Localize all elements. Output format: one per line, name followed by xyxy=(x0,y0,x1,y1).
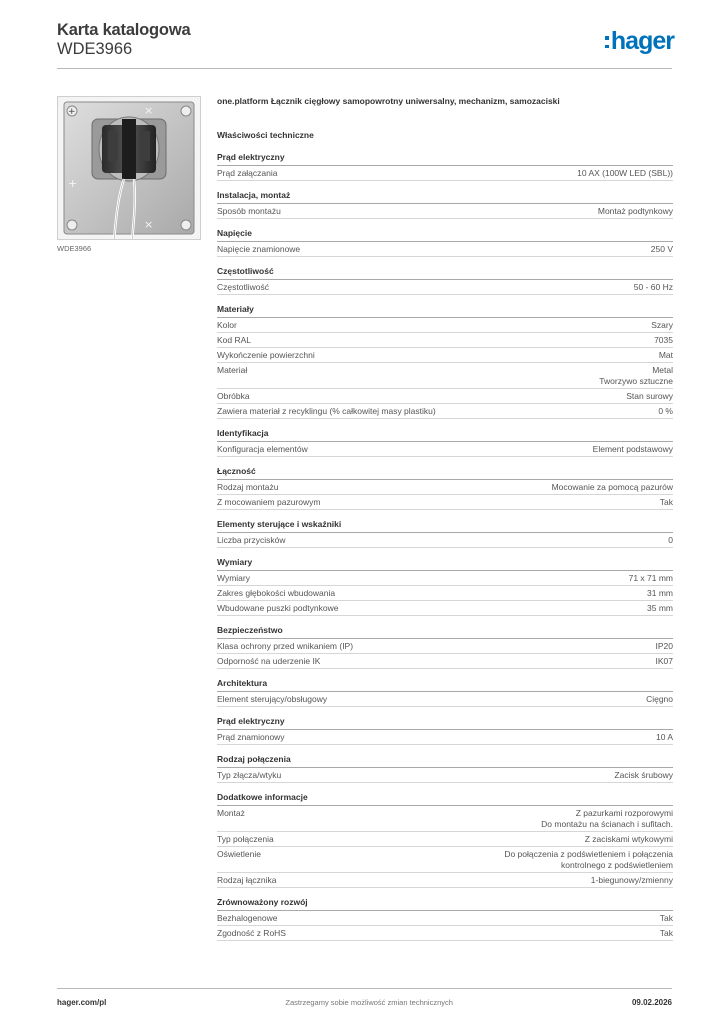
spec-section xyxy=(217,678,673,707)
spec-row xyxy=(217,847,673,873)
spec-row xyxy=(217,911,673,926)
spec-value: 71 x 71 mm xyxy=(628,573,673,583)
document-title: Karta katalogowa xyxy=(57,21,191,39)
section-heading: Prąd elektryczny xyxy=(217,152,673,166)
section-heading: Zrównoważony rozwój xyxy=(217,897,673,911)
spec-row xyxy=(217,654,673,669)
spec-row xyxy=(217,832,673,847)
product-code: WDE3966 xyxy=(57,40,133,58)
spec-section xyxy=(217,304,673,419)
svg-text:×: × xyxy=(144,104,154,117)
spec-row xyxy=(217,480,673,495)
spec-row xyxy=(217,495,673,510)
spec-value: Zacisk śrubowy xyxy=(614,770,673,780)
spec-value: Element podstawowy xyxy=(592,444,673,454)
spec-row xyxy=(217,601,673,616)
section-heading: Napięcie xyxy=(217,228,673,242)
spec-row xyxy=(217,926,673,941)
spec-row xyxy=(217,363,673,389)
spec-section xyxy=(217,266,673,295)
spec-value: Stan surowy xyxy=(626,391,673,401)
spec-label: Oświetlenie xyxy=(217,849,261,859)
footer xyxy=(57,998,672,1007)
spec-label: Prąd znamionowy xyxy=(217,732,285,742)
spec-row xyxy=(217,639,673,654)
spec-label: Kod RAL xyxy=(217,335,252,345)
spec-value: 1-biegunowy/zmienny xyxy=(590,875,673,885)
section-heading: Wymiary xyxy=(217,557,673,571)
spec-label: Zgodność z RoHS xyxy=(217,928,286,938)
spec-label: Prąd załączania xyxy=(217,168,278,178)
spec-value: 0 % xyxy=(658,406,673,416)
spec-label: Wymiary xyxy=(217,573,250,583)
svg-text:+: + xyxy=(68,107,76,117)
spec-value: 31 mm xyxy=(647,588,673,598)
spec-label: Materiał xyxy=(217,365,248,375)
spec-section xyxy=(217,625,673,669)
spec-value: 10 A xyxy=(655,732,673,742)
spec-row xyxy=(217,348,673,363)
spec-section xyxy=(217,228,673,257)
spec-section xyxy=(217,897,673,941)
spec-row xyxy=(217,806,673,832)
spec-row xyxy=(217,204,673,219)
spec-row xyxy=(217,389,673,404)
section-heading: Dodatkowe informacje xyxy=(217,792,673,806)
section-heading: Architektura xyxy=(217,678,673,692)
spec-label: Odporność na uderzenie IK xyxy=(217,656,321,666)
spec-label: Liczba przycisków xyxy=(217,535,286,545)
section-heading: Rodzaj połączenia xyxy=(217,754,673,768)
spec-value: Mocowanie za pomocą pazurów xyxy=(551,482,673,492)
spec-value: Mat xyxy=(658,350,673,360)
spec-label: Montaż xyxy=(217,808,245,818)
spec-value: Tak xyxy=(659,913,673,923)
footer-date: 09.02.2026 xyxy=(631,998,672,1007)
spec-value: Tak xyxy=(659,497,673,507)
spec-value: Metal Tworzywo sztuczne xyxy=(599,365,673,386)
footer-divider xyxy=(57,988,672,989)
section-heading: Identyfikacja xyxy=(217,428,673,442)
image-caption: WDE3966 xyxy=(57,244,92,253)
spec-label: Z mocowaniem pazurowym xyxy=(217,497,321,507)
spec-row xyxy=(217,242,673,257)
spec-label: Konfiguracja elementów xyxy=(217,444,308,454)
spec-label: Kolor xyxy=(217,320,237,330)
spec-label: Częstotliwość xyxy=(217,282,269,292)
spec-value: 35 mm xyxy=(647,603,673,613)
logo-colon-mark xyxy=(605,36,609,48)
document-title-block xyxy=(57,20,190,58)
spec-value: 0 xyxy=(668,535,673,545)
product-description: one.platform Łącznik cięgłowy samopowrotny uniwersalny, mechanizm, samozaciski xyxy=(217,96,560,106)
footer-url[interactable]: hager.com/pl xyxy=(57,998,107,1007)
section-heading: Materiały xyxy=(217,304,673,318)
spec-row xyxy=(217,586,673,601)
spec-label: Sposób montażu xyxy=(217,206,281,216)
section-heading: Częstotliwość xyxy=(217,266,673,280)
spec-value: IK07 xyxy=(655,656,673,666)
spec-row xyxy=(217,333,673,348)
section-heading: Prąd elektryczny xyxy=(217,716,673,730)
spec-row xyxy=(217,280,673,295)
spec-section xyxy=(217,716,673,745)
spec-label: Typ połączenia xyxy=(217,834,274,844)
spec-value: Z zaciskami wtykowymi xyxy=(584,834,673,844)
spec-section xyxy=(217,557,673,616)
spec-label: Bezhalogenowe xyxy=(217,913,278,923)
spec-row xyxy=(217,768,673,783)
section-heading: Łączność xyxy=(217,466,673,480)
section-heading: Instalacja, montaż xyxy=(217,190,673,204)
spec-row xyxy=(217,442,673,457)
spec-label: Obróbka xyxy=(217,391,250,401)
spec-section xyxy=(217,792,673,888)
spec-label: Wykończenie powierzchni xyxy=(217,350,315,360)
spec-value: 10 AX (100W LED (SBL)) xyxy=(577,168,673,178)
product-image xyxy=(57,96,201,240)
spec-label: Typ złącza/wtyku xyxy=(217,770,282,780)
spec-section xyxy=(217,428,673,457)
spec-value: 250 V xyxy=(650,244,673,254)
spec-row xyxy=(217,318,673,333)
logo-wordmark: hager xyxy=(610,27,674,55)
spec-row xyxy=(217,571,673,586)
spec-sections xyxy=(217,152,673,941)
spec-value: 7035 xyxy=(654,335,673,345)
spec-section xyxy=(217,152,673,181)
spec-label: Element sterujący/obsługowy xyxy=(217,694,328,704)
spec-row xyxy=(217,873,673,888)
spec-value: IP20 xyxy=(655,641,673,651)
svg-text:+: + xyxy=(68,177,78,190)
spec-content xyxy=(217,96,673,950)
hager-logo xyxy=(605,26,674,56)
spec-value: 50 - 60 Hz xyxy=(633,282,673,292)
spec-label: Wbudowane puszki podtynkowe xyxy=(217,603,339,613)
product-mechanism-icon xyxy=(58,97,201,240)
spec-row xyxy=(217,533,673,548)
section-heading: Elementy sterujące i wskaźniki xyxy=(217,519,673,533)
footer-note: Zastrzegamy sobie możliwość zmian technicznych xyxy=(285,998,453,1007)
spec-label: Klasa ochrony przed wnikaniem (IP) xyxy=(217,641,354,651)
spec-value: Cięgno xyxy=(646,694,673,704)
spec-row xyxy=(217,404,673,419)
spec-row xyxy=(217,166,673,181)
properties-title: Właściwości techniczne xyxy=(217,130,314,140)
spec-value: Do połączenia z podświetleniem i połączenia kontrolnego z podświetleniem xyxy=(504,849,673,870)
spec-value: Tak xyxy=(659,928,673,938)
spec-section xyxy=(217,466,673,510)
spec-label: Zakres głębokości wbudowania xyxy=(217,588,336,598)
spec-value: Z pazurkami rozporowymi Do montażu na ścianach i sufitach. xyxy=(541,808,673,829)
spec-row xyxy=(217,730,673,745)
spec-section xyxy=(217,519,673,548)
spec-section xyxy=(217,190,673,219)
section-heading: Bezpieczeństwo xyxy=(217,625,673,639)
spec-label: Zawiera materiał z recyklingu (% całkowitej masy plastiku) xyxy=(217,406,436,416)
spec-value: Montaż podtynkowy xyxy=(597,206,673,216)
spec-value: Szary xyxy=(651,320,673,330)
spec-section xyxy=(217,754,673,783)
header-divider xyxy=(57,68,672,69)
spec-label: Rodzaj montażu xyxy=(217,482,279,492)
svg-text:×: × xyxy=(144,218,154,231)
spec-label: Napięcie znamionowe xyxy=(217,244,301,254)
spec-label: Rodzaj łącznika xyxy=(217,875,277,885)
spec-row xyxy=(217,692,673,707)
